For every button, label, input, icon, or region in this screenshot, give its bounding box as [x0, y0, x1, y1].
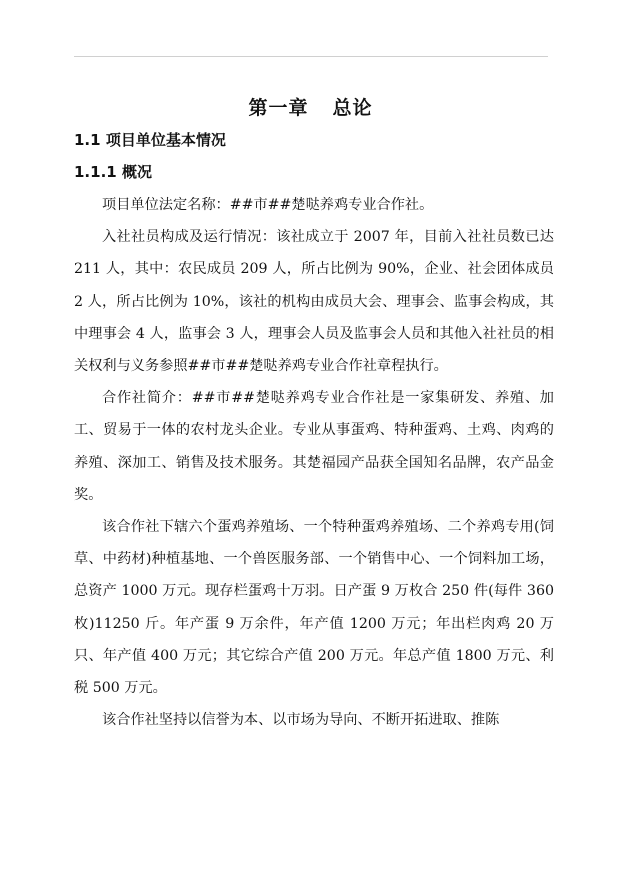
chapter-title: 总论 — [332, 97, 373, 119]
section-number: 1.1 — [74, 131, 101, 149]
section-title: 项目单位基本情况 — [105, 131, 226, 149]
header-rule — [74, 56, 548, 57]
document-body — [74, 183, 554, 736]
subsection-heading — [74, 161, 152, 182]
section-heading — [74, 129, 226, 150]
paragraph-philosophy: 该合作社坚持以信誉为本、以市场为导向、不断开拓进取、推陈 — [102, 712, 500, 729]
paragraph-membership: 入社社员构成及运行情况：该社成立于 2007 年，目前入社社员数已达 211 人，其中：农民成员 209 人，所占比例为 90%，企业、社会团体成员 2 人，所占比例为 10%，该社的机构由成员大会、理事会、监事会构成，其中理事会 4 人，监事会 3 人，理事会人员及监事会人员和其他入社社员的相关权利与义务参照##市##楚哒养鸡专业合作社章程执行。 — [74, 229, 554, 375]
subsection-title: 概况 — [121, 163, 152, 181]
chapter-heading — [0, 93, 621, 120]
subsection-number: 1.1.1 — [74, 163, 117, 181]
paragraph-operations: 该合作社下辖六个蛋鸡养殖场、一个特种蛋鸡养殖场、二个养鸡专用(饲草、中药材)种植基地、一个兽医服务部、一个销售中心、一个饲料加工场，总资产 1000 万元。现存栏蛋鸡十万羽。日产蛋 9 万枚合 250 件(每件 360 枚)11250 斤。年产蛋 9 万余件，年产值 1200 万元；年出栏肉鸡 20 万只、年产值 400 万元；其它综合产值 200 万元。年总产值 1800 万元、利税 500 万元。 — [74, 519, 554, 697]
chapter-number: 第一章 — [248, 97, 309, 119]
paragraph-introduction: 合作社简介：##市##楚哒养鸡专业合作社是一家集研发、养殖、加工、贸易于一体的农村龙头企业。专业从事蛋鸡、特种蛋鸡、土鸡、肉鸡的养殖、深加工、销售及技术服务。其楚福园产品获全国知名品牌，农产品金奖。 — [74, 390, 554, 503]
paragraph-legal-name: 项目单位法定名称：##市##楚哒养鸡专业合作社。 — [102, 197, 434, 213]
